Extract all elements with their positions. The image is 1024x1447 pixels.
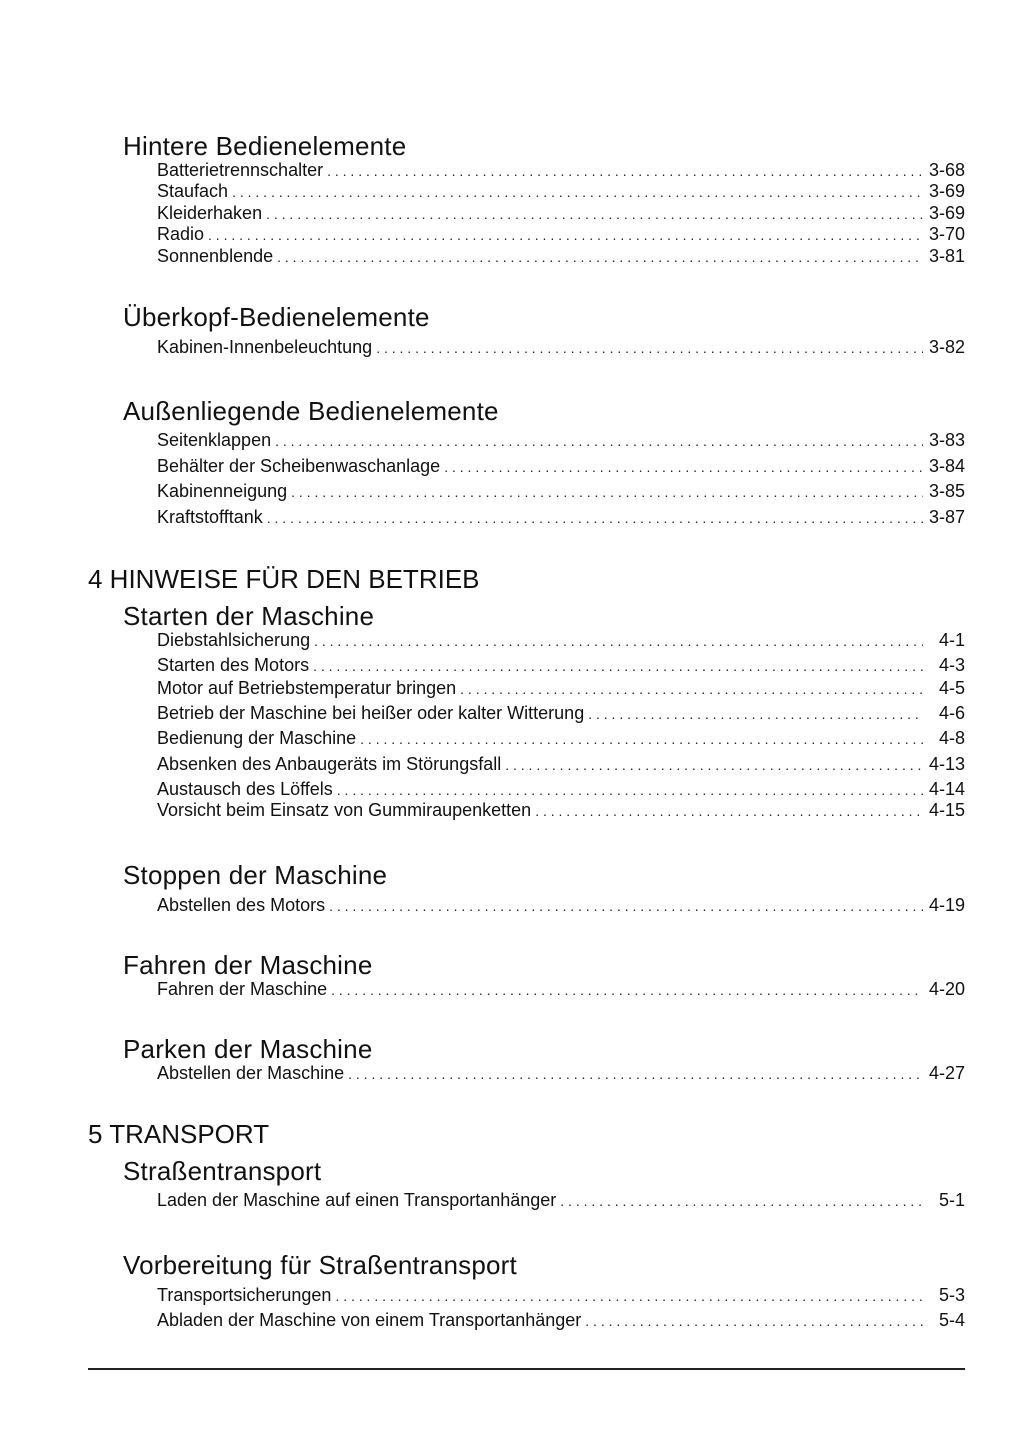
toc-entry[interactable] — [157, 1062, 965, 1084]
toc-entry[interactable] — [157, 1189, 965, 1211]
section-heading-aussenliegende-bedienelemente: Außenliegende Bedienelemente — [123, 396, 499, 426]
section-heading-stoppen-der-maschine: Stoppen der Maschine — [123, 860, 388, 890]
chapter-heading-5: 5 TRANSPORT — [88, 1119, 270, 1149]
dot-leader — [444, 456, 923, 478]
toc-entry[interactable] — [157, 1284, 965, 1306]
toc-entry[interactable] — [157, 480, 965, 502]
toc-entry[interactable] — [157, 702, 965, 724]
section-heading-strassentransport: Straßentransport — [123, 1156, 322, 1186]
toc-entry-page: 4-13 — [928, 754, 965, 774]
dot-leader — [327, 160, 923, 182]
dot-leader — [337, 779, 923, 801]
toc-entry[interactable] — [157, 677, 965, 699]
toc-entry-label: Diebstahlsicherung — [157, 630, 311, 650]
dot-leader — [208, 224, 923, 246]
toc-entry-page: 3-84 — [928, 456, 965, 476]
dot-leader — [275, 430, 923, 452]
dot-leader — [588, 703, 923, 725]
toc-entry-page: 4-6 — [938, 703, 965, 723]
toc-entry-page: 4-1 — [938, 630, 965, 650]
toc-entry[interactable] — [157, 778, 965, 800]
dot-leader — [560, 1190, 923, 1212]
toc-entry[interactable] — [157, 799, 965, 821]
toc-entry[interactable] — [157, 506, 965, 528]
toc-entry[interactable] — [157, 245, 965, 267]
dot-leader — [376, 337, 923, 359]
dot-leader — [313, 655, 923, 677]
toc-entry-label: Kraftstofftank — [157, 507, 263, 527]
dot-leader — [505, 754, 923, 776]
toc-entry-page: 3-69 — [928, 181, 965, 201]
toc-entry-page: 5-1 — [938, 1190, 965, 1210]
toc-entry-label: Sonnenblende — [157, 246, 274, 266]
dot-leader — [232, 181, 923, 203]
footer-rule — [88, 1368, 965, 1370]
dot-leader — [348, 1063, 923, 1085]
section-heading-parken-der-maschine: Parken der Maschine — [123, 1034, 373, 1064]
toc-entry-label: Betrieb der Maschine bei heißer oder kalter Witterung — [157, 703, 585, 723]
toc-entry-page: 4-8 — [938, 728, 965, 748]
toc-entry-label: Abstellen der Maschine — [157, 1063, 345, 1083]
toc-entry-label: Batterietrennschalter — [157, 160, 324, 180]
section-heading-fahren-der-maschine: Fahren der Maschine — [123, 950, 373, 980]
toc-entry-page: 4-19 — [928, 895, 965, 915]
toc-entry-label: Fahren der Maschine — [157, 979, 328, 999]
toc-entry[interactable] — [157, 753, 965, 775]
toc-entry-label: Seitenklappen — [157, 430, 272, 450]
toc-entry-page: 4-5 — [938, 678, 965, 698]
section-heading-vorbereitung-fuer-strassentransport: Vorbereitung für Straßentransport — [123, 1250, 517, 1280]
toc-entry[interactable] — [157, 654, 965, 676]
toc-entry-page: 3-68 — [928, 160, 965, 180]
toc-entry-label: Motor auf Betriebstemperatur bringen — [157, 678, 457, 698]
toc-entry[interactable] — [157, 429, 965, 451]
toc-entry[interactable] — [157, 202, 965, 224]
section-heading-hintere-bedienelemente: Hintere Bedienelemente — [123, 131, 407, 161]
dot-leader — [291, 481, 923, 503]
dot-leader — [360, 728, 923, 750]
toc-entry-label: Absenken des Anbaugeräts im Störungsfall — [157, 754, 502, 774]
dot-leader — [535, 800, 923, 822]
dot-leader — [314, 630, 923, 652]
toc-entry-label: Vorsicht beim Einsatz von Gummiraupenketten — [157, 800, 532, 820]
dot-leader — [329, 895, 923, 917]
toc-entry-label: Austausch des Löffels — [157, 779, 333, 799]
toc-entry-page: 3-83 — [928, 430, 965, 450]
toc-entry-label: Radio — [157, 224, 205, 244]
toc-entry-label: Kabinen-Innenbeleuchtung — [157, 337, 373, 357]
toc-entry[interactable] — [157, 1309, 965, 1331]
toc-entry-page: 4-20 — [928, 979, 965, 999]
toc-entry[interactable] — [157, 727, 965, 749]
toc-entry[interactable] — [157, 223, 965, 245]
toc-entry-label: Behälter der Scheibenwaschanlage — [157, 456, 441, 476]
toc-entry-page: 3-70 — [928, 224, 965, 244]
dot-leader — [266, 203, 923, 225]
toc-entry-label: Staufach — [157, 181, 229, 201]
toc-entry[interactable] — [157, 159, 965, 181]
section-heading-ueberkopf-bedienelemente: Überkopf-Bedienelemente — [123, 302, 430, 332]
toc-entry-page: 5-3 — [938, 1285, 965, 1305]
toc-entry-label: Bedienung der Maschine — [157, 728, 357, 748]
toc-entry-page: 4-14 — [928, 779, 965, 799]
toc-entry[interactable] — [157, 336, 965, 358]
toc-entry-page: 4-15 — [928, 800, 965, 820]
toc-entry-label: Starten des Motors — [157, 655, 310, 675]
toc-entry-label: Kleiderhaken — [157, 203, 263, 223]
toc-entry-label: Kabinenneigung — [157, 481, 288, 501]
toc-entry-page: 4-27 — [928, 1063, 965, 1083]
toc-entry[interactable] — [157, 455, 965, 477]
toc-entry-page: 3-82 — [928, 337, 965, 357]
chapter-heading-4: 4 HINWEISE FÜR DEN BETRIEB — [88, 564, 480, 594]
toc-entry-page: 4-3 — [938, 655, 965, 675]
dot-leader — [331, 979, 923, 1001]
toc-entry[interactable] — [157, 629, 965, 651]
toc-entry-label: Laden der Maschine auf einen Transportanhänger — [157, 1190, 557, 1210]
dot-leader — [335, 1285, 923, 1307]
dot-leader — [585, 1310, 923, 1332]
dot-leader — [460, 678, 923, 700]
toc-entry-page: 3-85 — [928, 481, 965, 501]
toc-entry-page: 5-4 — [938, 1310, 965, 1330]
section-heading-starten-der-maschine: Starten der Maschine — [123, 601, 375, 631]
toc-entry[interactable] — [157, 894, 965, 916]
toc-entry[interactable] — [157, 180, 965, 202]
dot-leader — [277, 246, 923, 268]
toc-entry-label: Abladen der Maschine von einem Transportanhänger — [157, 1310, 582, 1330]
toc-entry-page: 3-87 — [928, 507, 965, 527]
toc-entry-label: Transportsicherungen — [157, 1285, 332, 1305]
toc-entry-label: Abstellen des Motors — [157, 895, 326, 915]
toc-entry[interactable] — [157, 978, 965, 1000]
dot-leader — [267, 507, 923, 529]
toc-entry-page: 3-69 — [928, 203, 965, 223]
toc-entry-page: 3-81 — [928, 246, 965, 266]
